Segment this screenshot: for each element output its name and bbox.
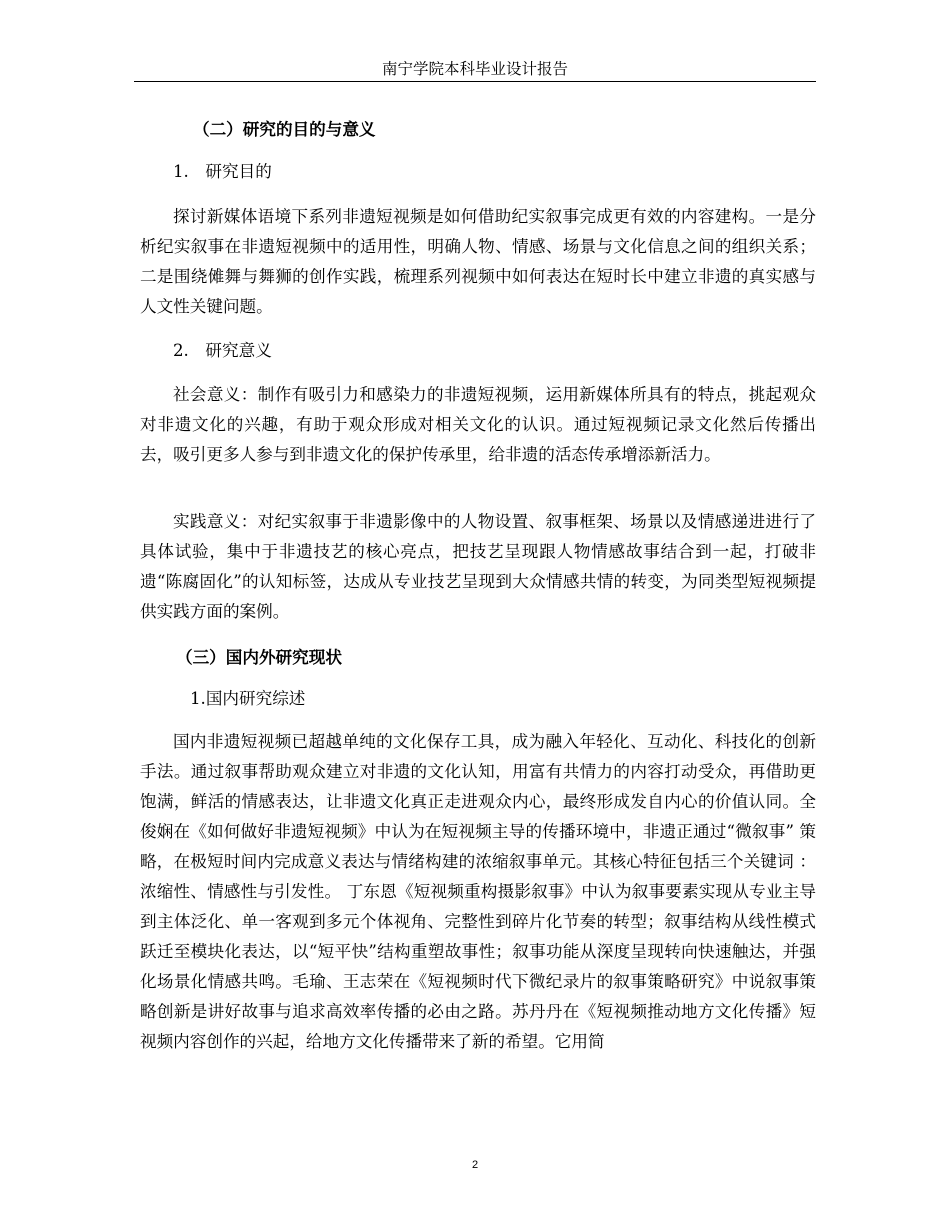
paragraph-domestic-review: 国内非遗短视频已超越单纯的文化保存工具，成为融入年轻化、互动化、科技化的创新手法。通过叙事帮助观众建立对非遗的文化认知，用富有共情力的内容打动受众，再借助更饱满，鲜活的情感表达，让非遗文化真正走进观众内心，最终形成发自内心的价值认同。全俊娴在《如何做好非遗短视频》中认为在短视频主导的传播环境中，非遗正通过“微叙事” 策略，在极短时间内完成意义表达与情绪构建的浓缩叙事单元。其核心特征包括三个关键词 ：浓缩性、情感性与引发性。 丁东恩《短视频重构摄影叙事》中认为叙事要素实现从专业主导到主体泛化、单一客观到多元个体视角、完整性到碎片化节奏的转型；叙事结构从线性模式跃迁至模块化表达，以“短平快”结构重塑故事性；叙事功能从深度呈现转向快速触达，并强化场景化情感共鸣。毛瑜、王志荣在《短视频时代下微纪录片的叙事策略研究》中说叙事策略创新是讲好故事与追求高效率传播的必由之路。苏丹丹在《短视频推动地方文化传播》短视频内容创作的兴起，给地方文化传播带来了新的希望。它用简 <box>140 732 816 1051</box>
subheading-domestic-review: 1.国内研究综述 <box>190 689 306 708</box>
subheading-research-significance: 2. 研究意义 <box>173 341 272 360</box>
paragraph-practical-significance: 实践意义：对纪实叙事于非遗影像中的人物设置、叙事框架、场景以及情感递进进行了具体试验，集中于非遗技艺的核心亮点，把技艺呈现跟人物情感故事结合到一起，打破非遗“陈腐固化”的认知标签，达成从专业技艺呈现到大众情感共情的转变，为同类型短视频提供实践方面的案例。 <box>140 512 816 621</box>
header-divider <box>134 81 816 82</box>
page-header: 南宁学院本科毕业设计报告 <box>381 60 568 78</box>
paragraph-research-purpose: 探讨新媒体语境下系列非遗短视频是如何借助纪实叙事完成更有效的内容建构。一是分析纪实叙事在非遗短视频中的适用性，明确人物、情感、场景与文化信息之间的组织关系；二是围绕傩舞与舞狮的创作实践，梳理系列视频中如何表达在短时长中建立非遗的真实感与人文性关键问题。 <box>140 207 816 316</box>
section-heading-2: （二）研究的目的与意义 <box>193 119 376 139</box>
page-number: 2 <box>471 1159 479 1171</box>
paragraph-social-significance: 社会意义：制作有吸引力和感染力的非遗短视频，运用新媒体所具有的特点，挑起观众对非遗文化的兴趣，有助于观众形成对相关文化的认识。通过短视频记录文化然后传播出去，吸引更多人参与到非遗文化的保护传承里，给非遗的活态传承增添新活力。 <box>140 385 816 464</box>
subheading-research-purpose: 1. 研究目的 <box>173 162 272 181</box>
section-heading-3: （三）国内外研究现状 <box>176 647 342 667</box>
